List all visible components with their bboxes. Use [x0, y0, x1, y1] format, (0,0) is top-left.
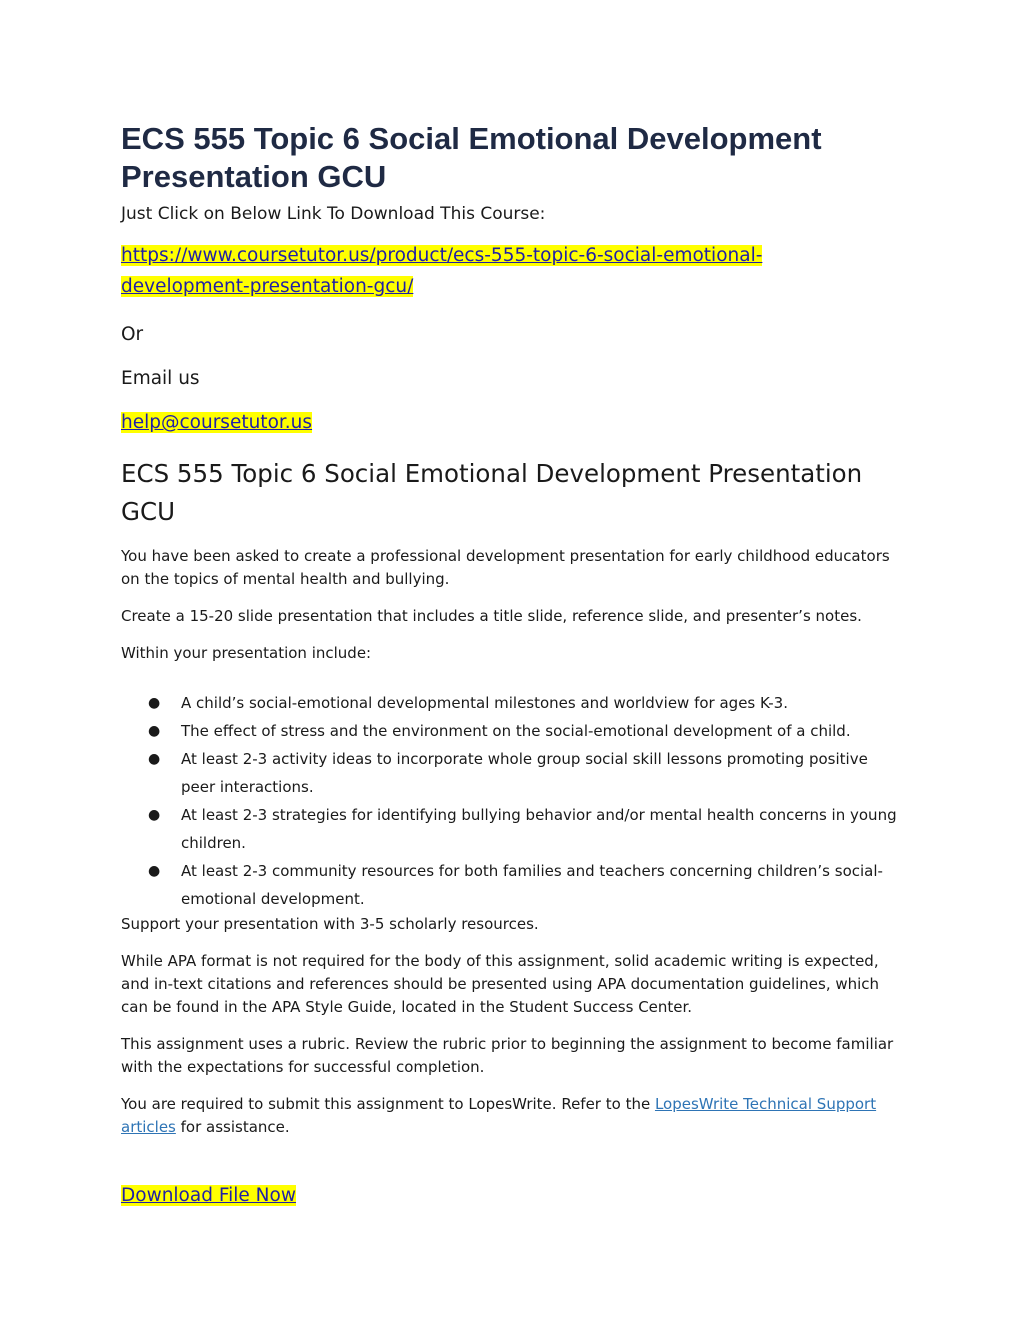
list-item: ● At least 2-3 strategies for identifying bullying behavior and/or mental health concerns in young children.: [121, 801, 901, 857]
section-title: ECS 555 Topic 6 Social Emotional Development Presentation GCU: [121, 458, 863, 526]
requirements-list: [121, 689, 901, 913]
support-paragraph: Support your presentation with 3-5 scholarly resources.: [121, 914, 539, 933]
assignment-body: [121, 545, 901, 1139]
bullet-icon: ●: [148, 694, 161, 711]
rubric-paragraph: This assignment uses a rubric. Review the rubric prior to beginning the assignment to become familiar with the expectations for successful completion.: [121, 1034, 894, 1076]
bullet-icon: ●: [148, 806, 161, 823]
course-link-line-2: development-presentation-gcu/: [121, 276, 414, 297]
page-title: ECS 555 Topic 6 Social Emotional Development Presentation GCU: [121, 121, 822, 194]
list-item: ● At least 2-3 community resources for both families and teachers concerning children’s social-emotional development.: [121, 857, 901, 913]
assignment-paragraph: Within your presentation include:: [121, 643, 372, 662]
lopeswrite-support-link[interactable]: LopesWrite Technical Support articles: [121, 1094, 877, 1136]
submit-paragraph: You are required to submit this assignment to LopesWrite. Refer to the LopesWrite Technical Support articles for assistance.: [121, 1094, 877, 1136]
assignment-paragraph: Create a 15-20 slide presentation that includes a title slide, reference slide, and presenter’s notes.: [121, 606, 862, 625]
list-item: ● The effect of stress and the environment on the social-emotional development of a child.: [121, 717, 901, 745]
email-label: Email us: [121, 368, 200, 389]
list-item: ● At least 2-3 activity ideas to incorporate whole group social skill lessons promoting positive peer interactions.: [121, 745, 901, 801]
apa-paragraph: While APA format is not required for the body of this assignment, solid academic writing is expected, and in-text citations and references should be presented using APA documentation guidelines, which can be found in the APA Style Guide, located in the Student Success Center.: [121, 951, 880, 1016]
course-link-paragraph: [121, 240, 901, 302]
bullet-icon: ●: [148, 722, 161, 739]
bullet-icon: ●: [148, 750, 161, 767]
download-paragraph: [121, 1183, 901, 1209]
download-instruction: Just Click on Below Link To Download This Course:: [121, 204, 546, 224]
document-page: [121, 120, 901, 1227]
course-link-line-1: https://www.coursetutor.us/product/ecs-555-topic-6-social-emotional-: [121, 245, 763, 266]
bullet-icon: ●: [148, 862, 161, 879]
course-link[interactable]: [121, 245, 762, 297]
download-file-link[interactable]: Download File Now: [121, 1184, 296, 1206]
email-paragraph: [121, 410, 901, 436]
email-link[interactable]: help@coursetutor.us: [121, 412, 313, 433]
assignment-paragraph: You have been asked to create a professional development presentation for early childhood educators on the topics of mental health and bullying.: [121, 546, 890, 588]
list-item: ● A child’s social-emotional developmental milestones and worldview for ages K-3.: [121, 689, 901, 717]
or-text: Or: [121, 324, 144, 345]
